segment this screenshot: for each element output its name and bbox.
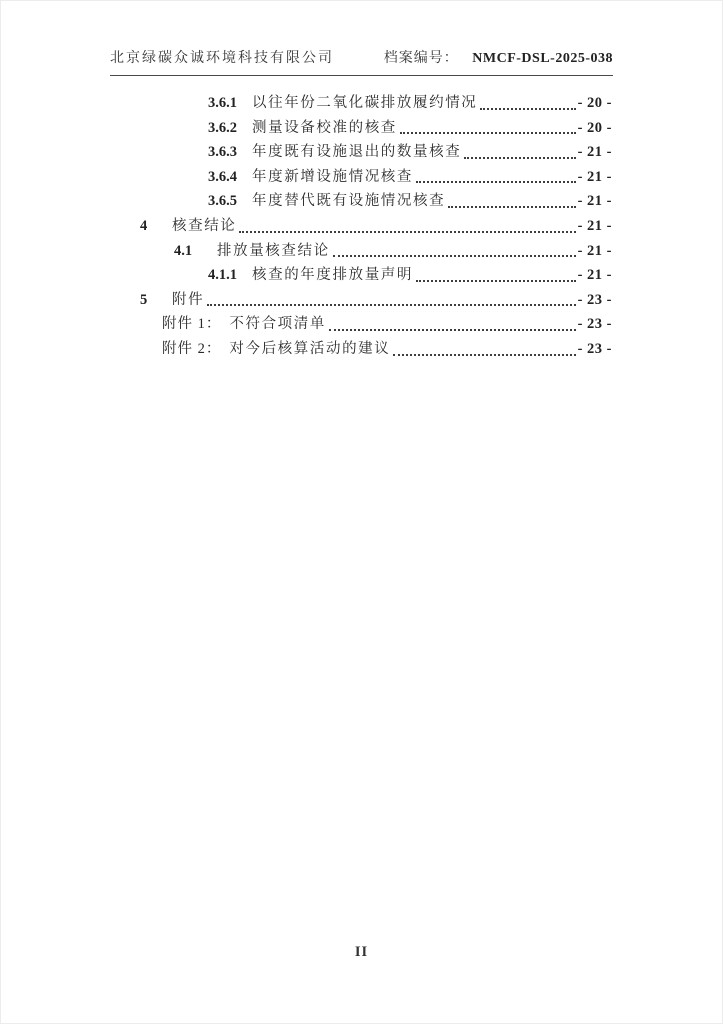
toc-entry-number: 附件 2： (162, 340, 222, 357)
dot-leader (416, 280, 576, 282)
toc-entry-number: 3.6.4 (208, 168, 237, 185)
toc-entry-page: - 20 - (577, 95, 612, 111)
dot-leader (416, 181, 576, 183)
toc-entry-number: 3.6.3 (208, 144, 237, 161)
toc-entry-page: - 23 - (577, 316, 612, 333)
toc-entry-number: 4.1.1 (208, 267, 237, 284)
dot-leader (480, 108, 575, 110)
toc-entry-title: 对今后核算活动的建议 (229, 340, 391, 357)
toc-entry-title: 年度新增设施情况核查 (252, 168, 413, 185)
toc-entry[interactable] (110, 337, 612, 362)
dot-leader (329, 329, 576, 331)
toc-entry-number: 5 (140, 291, 148, 308)
toc-entry-title: 核查的年度排放量声明 (252, 267, 413, 284)
toc-entry[interactable] (110, 214, 612, 239)
toc-entry-page: - 23 - (577, 340, 612, 357)
toc-entry[interactable] (110, 288, 612, 313)
dot-leader (207, 304, 575, 306)
toc-entry-number: 3.6.2 (208, 119, 237, 136)
toc-entry[interactable] (110, 140, 612, 165)
page-header (110, 47, 613, 76)
dot-leader (393, 354, 575, 356)
dot-leader (400, 132, 576, 134)
file-number-label: 档案编号： (383, 51, 459, 66)
toc-entry-title: 年度替代既有设施情况核查 (252, 193, 446, 210)
toc-entry-page: - 23 - (577, 291, 612, 308)
toc-entry-number: 3.6.5 (208, 193, 237, 210)
toc-entry[interactable] (110, 165, 612, 190)
toc-entry-page: - 21 - (577, 267, 612, 284)
toc-entry-page: - 21 - (577, 242, 612, 259)
toc-entry[interactable] (110, 189, 612, 214)
toc-entry-number: 4.1 (174, 242, 193, 259)
toc-entry-page: - 21 - (577, 168, 612, 185)
toc-entry-page: - 21 - (577, 217, 612, 234)
toc-entry-number: 附件 1： (162, 316, 222, 333)
dot-leader (239, 231, 575, 233)
dot-leader (333, 255, 576, 257)
toc-entry-title: 不符合项清单 (229, 316, 326, 333)
toc-entry-title: 附件 (172, 291, 205, 308)
toc-entry-page: - 21 - (577, 144, 612, 161)
company-name: 北京绿碳众诚环境科技有限公司 (110, 51, 334, 66)
toc-entry-title: 测量设备校准的核查 (252, 119, 397, 136)
toc-entry-page: - 21 - (577, 193, 612, 210)
file-number (384, 47, 613, 67)
footer-page-number: II (354, 944, 369, 960)
toc-entry[interactable] (110, 91, 612, 116)
dot-leader (464, 157, 575, 159)
toc-entry[interactable] (110, 263, 612, 288)
toc-entry-number: 3.6.1 (208, 95, 237, 111)
toc-entry[interactable] (110, 116, 612, 141)
toc-entry-page: - 20 - (577, 119, 612, 136)
file-number-value: NMCF-DSL-2025-038 (472, 51, 613, 66)
toc-entry[interactable] (110, 239, 612, 264)
table-of-contents (110, 91, 612, 362)
toc-entry-title: 以往年份二氧化碳排放履约情况 (252, 95, 478, 111)
toc-entry[interactable] (110, 312, 612, 337)
dot-leader (448, 206, 575, 208)
toc-entry-title: 年度既有设施退出的数量核查 (252, 144, 462, 161)
toc-entry-title: 排放量核查结论 (217, 242, 330, 259)
toc-entry-number: 4 (140, 217, 148, 234)
toc-entry-title: 核查结论 (172, 217, 237, 234)
